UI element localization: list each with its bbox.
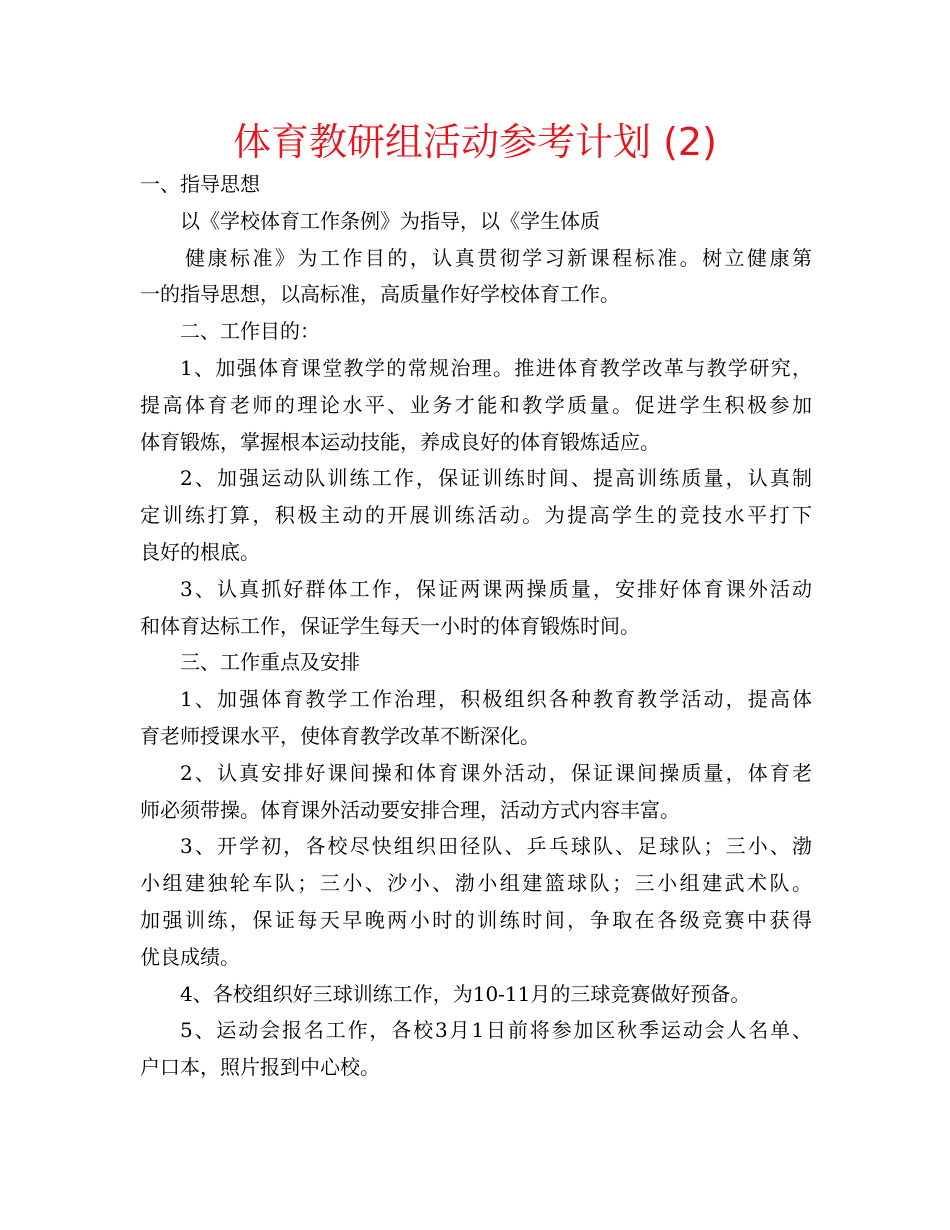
paragraph-line: 体育锻炼，掌握根本运动技能，养成良好的体育锻炼适应。 <box>140 429 660 454</box>
paragraph-line: 一的指导思想，以高标准，高质量作好学校体育工作。 <box>140 282 620 307</box>
paragraph-line: 2、认真安排好课间操和体育课外活动，保证课间操质量，体育老 <box>180 760 812 785</box>
paragraph-line: 3、认真抓好群体工作，保证两课两操质量，安排好体育课外活动 <box>180 576 812 601</box>
heading-work-goals: 二、工作目的： <box>180 319 320 344</box>
paragraph-line: 健康标准》为工作目的，认真贯彻学习新课程标准。树立健康第 <box>185 245 812 270</box>
paragraph-line: 师必须带操。体育课外活动要安排合理，活动方式内容丰富。 <box>140 797 680 822</box>
paragraph-line: 1、加强体育教学工作治理，积极组织各种教育教学活动，提高体 <box>180 687 812 712</box>
heading-guiding-thought: 一、指导思想 <box>140 172 260 196</box>
paragraph-line: 加强训练，保证每天早晚两小时的训练时间，争取在各级竞赛中获得 <box>140 907 812 932</box>
paragraph-line: 4、各校组织好三球训练工作，为10-11月的三球竞赛做好预备。 <box>180 981 751 1006</box>
paragraph-line: 以《学校体育工作条例》为指导，以《学生体质 <box>180 208 600 233</box>
paragraph-line: 小组建独轮车队；三小、沙小、渤小组建篮球队；三小组建武术队。 <box>140 871 812 896</box>
paragraph-line: 1、加强体育课堂教学的常规治理。推进体育教学改革与教学研究， <box>180 355 812 380</box>
paragraph-line: 3、开学初，各校尽快组织田径队、乒乓球队、足球队；三小、渤 <box>180 834 812 859</box>
document-title: 体育教研组活动参考计划 (2) <box>233 120 717 164</box>
paragraph-line: 提高体育老师的理论水平、业务才能和教学质量。促进学生积极参加 <box>140 392 812 417</box>
paragraph-line: 定训练打算，积极主动的开展训练活动。为提高学生的竞技水平打下 <box>140 503 812 528</box>
paragraph-line: 优良成绩。 <box>140 944 240 969</box>
heading-work-focus: 三、工作重点及安排 <box>180 650 360 675</box>
paragraph-line: 育老师授课水平，使体育教学改革不断深化。 <box>140 723 540 748</box>
paragraph-line: 良好的根底。 <box>140 539 260 564</box>
document-body <box>140 166 812 1086</box>
paragraph-line: 2、加强运动队训练工作，保证训练时间、提高训练质量，认真制 <box>180 466 812 491</box>
paragraph-line: 5、运动会报名工作，各校3月1日前将参加区秋季运动会人名单、 <box>180 1018 812 1043</box>
paragraph-line: 户口本，照片报到中心校。 <box>140 1055 380 1080</box>
paragraph-line: 和体育达标工作，保证学生每天一小时的体育锻炼时间。 <box>140 613 640 638</box>
